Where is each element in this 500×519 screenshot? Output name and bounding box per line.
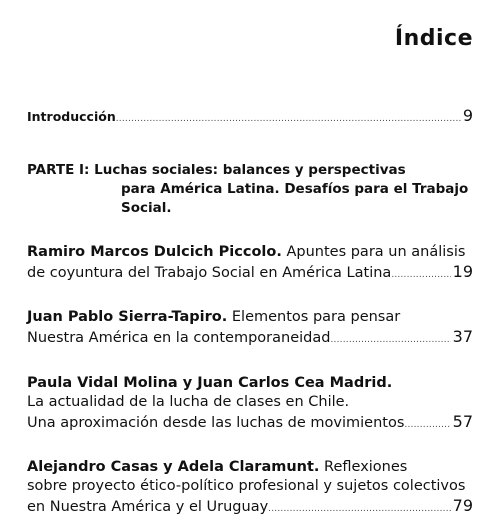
page-number: 9 [462,106,473,125]
entry-author: Alejandro Casas y Adela Claramunt. [27,459,320,475]
page-title: Índice [394,26,473,51]
dot-leader [268,500,450,519]
entry-title-line: Reflexiones [324,459,408,475]
part-heading [27,161,473,218]
introduction-label: Introducción [27,109,116,124]
entry-author: Juan Pablo Sierra-Tapiro. [27,309,228,325]
page-number: 79 [452,496,473,515]
entry-title-line: Apuntes para un análisis [286,244,466,260]
entry-title-line: Una aproximación desde las luchas de movimientos [27,415,405,431]
entry-title-line: Elementos para pensar [231,309,401,325]
entry-title-line: en Nuestra América y el Uruguay [27,499,269,515]
toc-entry[interactable] [27,308,473,350]
entry-author: Ramiro Marcos Dulcich Piccolo. [27,244,282,260]
toc-entry[interactable] [27,374,473,435]
table-of-contents [27,106,473,519]
entry-title-line: de coyuntura del Trabajo Social en América Latina [27,265,392,281]
dot-leader [391,266,450,285]
toc-entry-introduction[interactable] [27,106,473,129]
toc-entry[interactable] [27,458,473,519]
entry-title-line: Nuestra América en la contemporaneidad [27,330,331,346]
dot-leader [116,110,461,129]
entry-title-line: La actualidad de la lucha de clases en Chile. [27,394,350,410]
dot-leader [330,331,450,350]
part-heading-line-1: PARTE I: Luchas sociales: balances y perspectivas [27,162,406,178]
page-number: 19 [452,262,473,281]
dot-leader [404,416,450,435]
page-number: 37 [452,327,473,346]
part-heading-line-2: para América Latina. Desafíos para el Trabajo Social. [121,181,469,216]
entry-title-line: sobre proyecto ético-político profesional y sujetos colectivos [27,478,466,494]
page-number: 57 [452,412,473,431]
toc-entry[interactable] [27,243,473,285]
entry-author: Paula Vidal Molina y Juan Carlos Cea Madrid. [27,375,393,391]
